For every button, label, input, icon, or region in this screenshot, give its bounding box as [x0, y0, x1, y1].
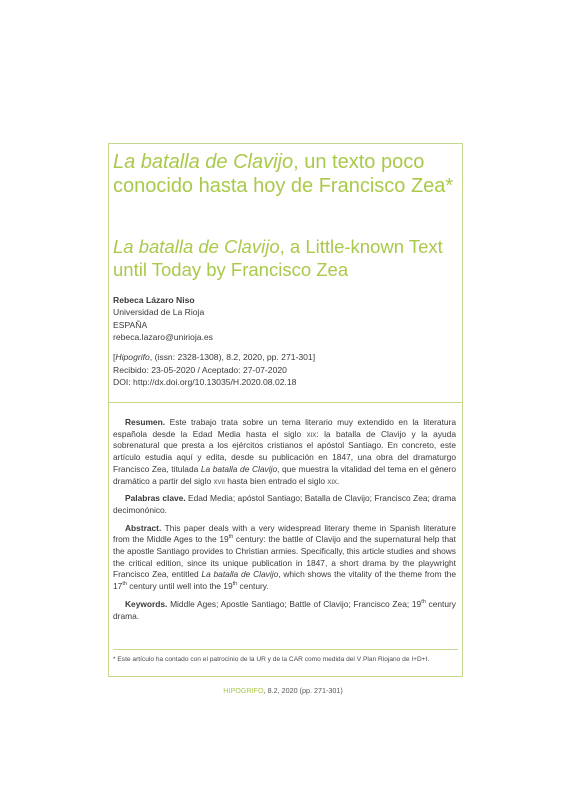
resumen-work-title: La batalla de Clavijo [200, 463, 278, 474]
resumen-century-2: xvii [213, 475, 225, 486]
abstract-sup-1: th [228, 534, 234, 541]
abstract-text-4: century until well into the 19 [126, 581, 233, 592]
author-email: rebeca.lazaro@unirioja.es [113, 332, 213, 343]
footnote: * Este artículo ha contado con el patrocinio de la UR y de la CAR como medida del V Plan Riojano de I+D+I. [113, 656, 430, 663]
citation-block [113, 351, 458, 389]
citation-bracket: [ [113, 352, 116, 362]
palabras-clave-text: Edad Media; apóstol Santiago; Batalla de Clavijo; Francisco Zea; drama decimonónico. [113, 493, 457, 515]
title-en-italic: La batalla de Clavijo [113, 236, 280, 257]
abstract-sup-3: th [232, 581, 238, 588]
keywords-paragraph [113, 599, 456, 622]
palabras-clave-label: Palabras clave. [125, 493, 186, 504]
abstract-label: Abstract. [125, 522, 162, 533]
footer-journal: HIPOGRIFO [223, 686, 264, 695]
citation-journal: Hipogrifo [115, 352, 150, 362]
title-en-rest: , a Little-known Text until Today by Francisco Zea [113, 236, 443, 280]
abstract-sup-2: th [122, 581, 127, 588]
abstract-text-3: , which shows the vitality of the theme from the 17 [113, 569, 456, 592]
resumen-label: Resumen. [125, 417, 166, 427]
citation-doi: DOI: http://dx.doi.org/10.13035/H.2020.08.02.18 [113, 377, 297, 388]
section-divider [108, 402, 463, 403]
resumen-text-2: : la batalla de Clavijo y la ayuda sobrenatural que presta a los ejércitos cristianos el apóstol Santiago. En concreto, este artículo estudia aquí y edita, desde su publicación en 1847, una obra del dramaturgo Francisco Zea, titulada [113, 428, 456, 474]
abstract-paragraph [113, 523, 456, 593]
citation-reference [113, 351, 458, 364]
footer-pages: , 8.2, 2020 (pp. 271-301) [263, 686, 343, 695]
author-name: Rebeca Lázaro Niso [113, 295, 195, 305]
citation-ref: , (issn: 2328-1308), 8.2, 2020, pp. 271-301] [149, 352, 316, 362]
author-block [113, 294, 458, 344]
resumen-text-3: , que muestra la vitalidad del tema en el género dramático a partir del siglo [113, 463, 456, 486]
palabras-clave-paragraph [113, 493, 456, 516]
author-institution: Universidad de La Rioja [113, 307, 205, 318]
keywords-text-1: Middle Ages; Apostle Santiago; Battle of Clavijo; Francisco Zea; 19 [167, 598, 422, 609]
abstract-text-5: century. [237, 581, 269, 592]
abstracts-section [113, 417, 456, 628]
resumen-paragraph [113, 417, 456, 487]
abstract-text-1: This paper deals with a very widespread literary theme in Spanish literature from the Middle Ages to the 19 [113, 522, 456, 545]
title-es-rest: , un texto poco conocido hasta hoy de Francisco Zea* [113, 151, 454, 197]
citation-dates: Recibido: 23-05-2020 / Aceptado: 27-07-2020 [113, 364, 287, 375]
page-footer [0, 686, 566, 695]
abstract-work-title: La batalla de Clavijo [201, 569, 279, 580]
author-country: ESPAÑA [113, 319, 148, 330]
keywords-text-2: century drama. [113, 598, 456, 621]
resumen-century-1: xix [306, 428, 317, 439]
footnote-divider [113, 649, 458, 650]
resumen-century-3: xix [327, 475, 337, 486]
resumen-text-1: Este trabajo trata sobre un tema literario muy extendido en la literatura española desde la Edad Media hasta el siglo [113, 417, 456, 439]
resumen-text-4: hasta bien entrado el siglo [224, 475, 328, 486]
keywords-sup: th [421, 599, 426, 606]
title-es-italic: La batalla de Clavijo [113, 151, 294, 173]
article-title-spanish [113, 150, 458, 198]
keywords-label: Keywords. [125, 598, 168, 609]
abstract-text-2: century: the battle of Clavijo and the supernatural help that the apostle Santiago provides to Christian armies. Specifically, this article studies and shows the critical edition, since its unique publication in 1847, a short drama by the playwright Francisco Zea, entitled [113, 534, 456, 580]
article-title-english [113, 235, 458, 281]
resumen-text-5: . [337, 475, 340, 486]
